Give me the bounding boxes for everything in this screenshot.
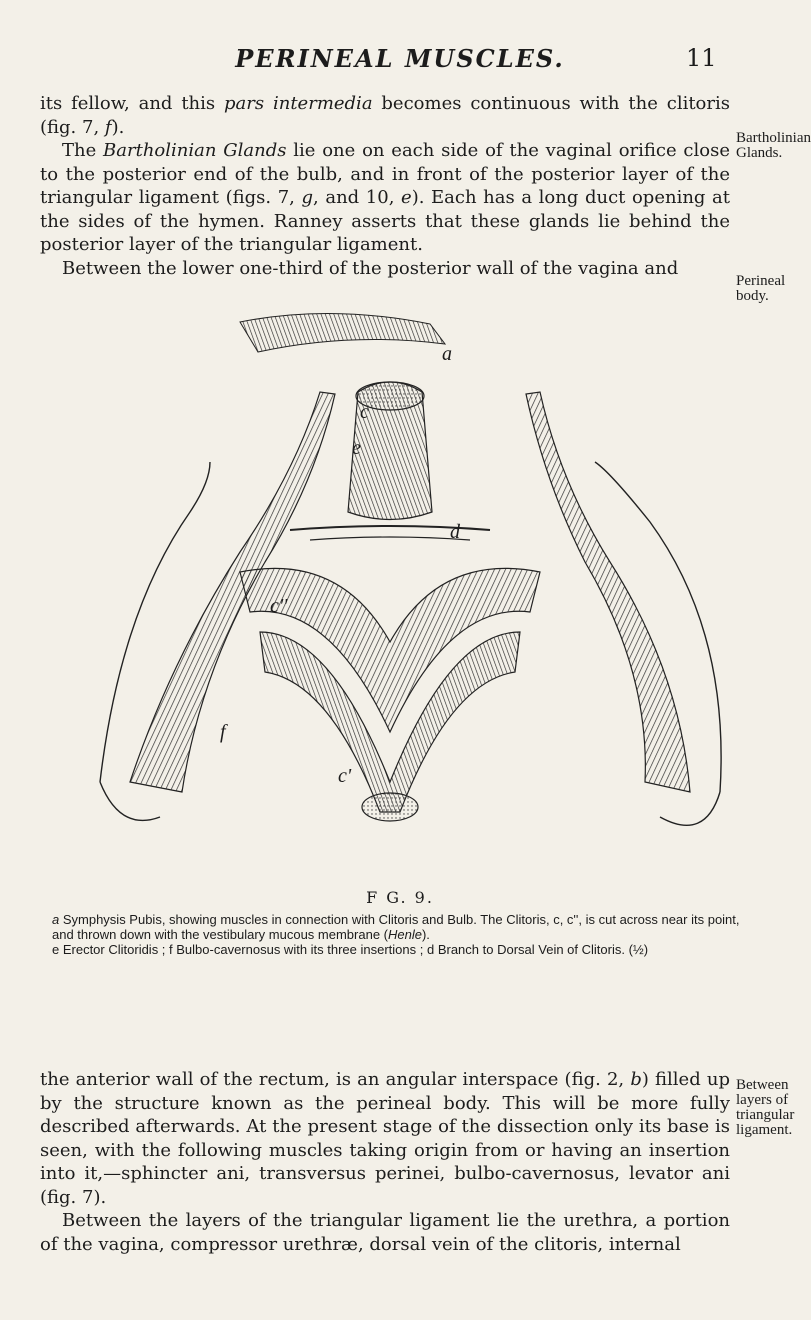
vestibular-membrane	[362, 793, 418, 821]
figure-legend	[52, 912, 742, 957]
label-e: e	[352, 437, 361, 459]
label-c2: c'	[338, 765, 352, 787]
right-pubic-arch	[526, 392, 721, 825]
label-f: f	[220, 721, 226, 743]
paragraph-perineal-body: the anterior wall of the rectum, is an angular interspace (fig. 2, b) filled up by the structure known as the perineal body. This will be more fully described afterwards. At the present stage of the dissection only its base is seen, with the following muscles taking origin from or having an insertion into it,—sphincter ani, transversus perinei, bulbo-cavernosus, levator ani (fig. 7).	[40, 1069, 730, 1208]
legend-line-1: a Symphysis Pubis, showing muscles in connection with Clitoris and Bulb. The Clitoris, c, c'', is cut across near its point, and thrown down with the vestibulary mucous membrane (Henle).	[52, 912, 740, 942]
symphysis-pubis	[240, 313, 445, 352]
text-block-top	[40, 92, 730, 280]
label-c3: c''	[270, 595, 288, 617]
label-a: a	[442, 343, 452, 365]
paragraph-perineal-body-start: Between the lower one-third of the posterior wall of the vagina and	[62, 257, 679, 279]
figure-title: F G. 9.	[366, 888, 434, 907]
margin-note-triangular: Between layers of triangular ligament.	[736, 1077, 795, 1138]
running-head: PERINEAL MUSCLES.	[235, 44, 565, 73]
paragraph-triangular-ligament: Between the layers of the triangular ligament lie the urethra, a portion of the vagina, compressor urethræ, dorsal vein of the clitoris, internal	[40, 1210, 730, 1255]
paragraph-bartholinian-glands: The Bartholinian Glands lie one on each side of the vaginal orifice close to the posterior end of the bulb, and in front of the posterior layer of the triangular ligament (figs. 7, g, and 10, e). Each has a long duct opening at the sides of the hymen. Ranney asserts that these glands lie behind the posterior layer of the triangular ligament.	[40, 140, 731, 255]
paragraph-1: its fellow, and this pars intermedia becomes continuous with the clitoris (fig. 7, f).	[40, 93, 730, 138]
margin-note-perineal: Perineal body.	[736, 273, 786, 304]
anatomical-figure	[90, 312, 790, 882]
label-d: d	[450, 521, 460, 543]
margin-note-bartholinian: Bartholinian Glands.	[736, 130, 811, 161]
text-block-bottom	[40, 1068, 730, 1256]
label-c: c	[360, 401, 369, 423]
perineal-muscles-illustration	[90, 312, 790, 882]
legend-line-2: e Erector Clitoridis ; f Bulbo-cavernosus with its three insertions ; d Branch to Dorsal Vein of Clitoris. (½)	[52, 942, 649, 957]
dorsal-vein-branch	[290, 526, 490, 540]
page-number: 11	[686, 44, 717, 72]
page-header	[0, 44, 800, 84]
